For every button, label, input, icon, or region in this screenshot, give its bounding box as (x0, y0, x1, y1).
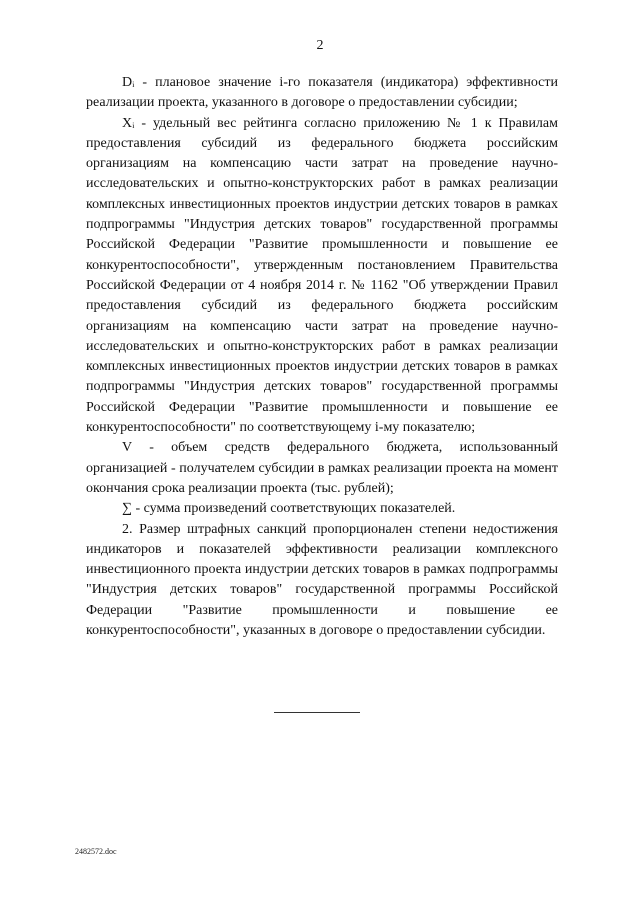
document-body (86, 73, 558, 641)
paragraph-sum-definition: ∑ - сумма произведений соответствующих показателей. (122, 501, 456, 517)
page-number: 2 (316, 38, 324, 53)
paragraph-v-definition: V - объем средств федерального бюджета, использованный организацией - получателем субсидии в рамках реализации проекта на момент окончания срока реализации проекта (тыс. рублей); (86, 440, 558, 496)
paragraph-d-definition: Dᵢ - плановое значение i-го показателя (индикатора) эффективности реализации проекта, указанного в договоре о предоставлении субсидии; (86, 75, 558, 111)
footer-filename: 2482572.doc (75, 847, 117, 856)
paragraph-item-2: 2. Размер штрафных санкций пропорционален степени недостижения индикаторов и показателей эффективности реализации комплексного инвестиционного проекта индустрии детских товаров в рамках подпрограммы "Индустрия детских товаров" государственной программы Российской Федерации "Развитие промышленности и повышение ее конкурентоспособности", указанных в договоре о предоставлении субсидии. (86, 521, 558, 639)
end-divider (274, 712, 360, 713)
paragraph-x-definition: Xᵢ - удельный вес рейтинга согласно приложению № 1 к Правилам предоставления субсидий из федерального бюджета российским организациям на компенсацию части затрат на проведение научно-исследовательских и опытно-конструкторских работ в рамках реализации комплексных инвестиционных проектов индустрии детских товаров в рамках подпрограммы "Индустрия детских товаров" государственной программы Российской Федерации "Развитие промышленности и повышение ее конкурентоспособности", утвержденным постановлением Правительства Российской Федерации от 4 ноября 2014 г. № 1162 "Об утверждении Правил предоставления субсидий из федерального бюджета российским организациям на компенсацию части затрат на проведение научно-исследовательских и опытно-конструкторских работ в рамках реализации комплексных инвестиционных проектов индустрии детских товаров в рамках подпрограммы "Индустрия детских товаров" государственной программы Российской Федерации "Развитие промышленности и повышение ее конкурентоспособности" по соответствующему i-му показателю; (86, 115, 558, 436)
